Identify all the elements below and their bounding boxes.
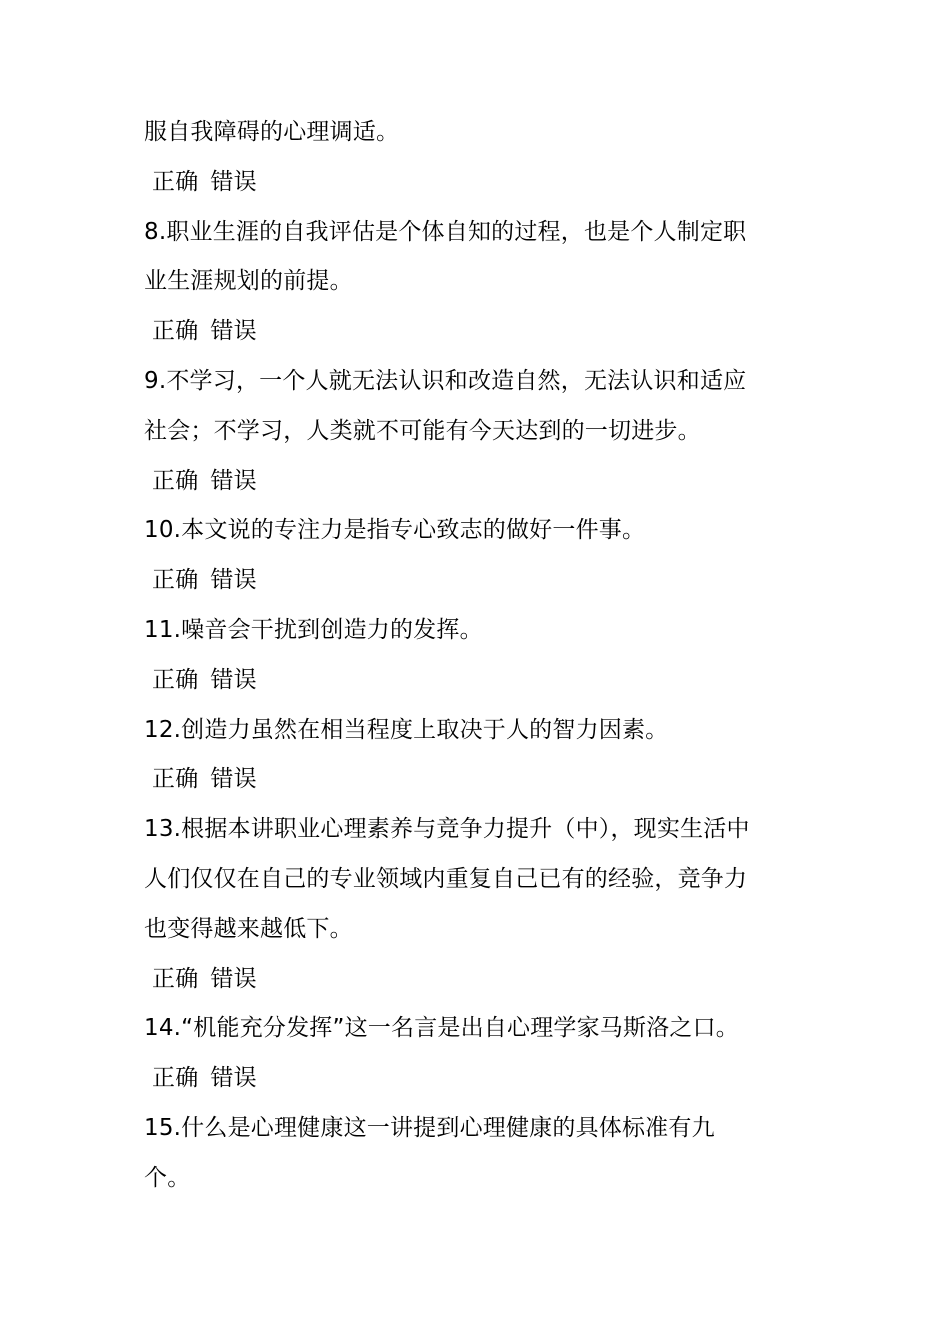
question-text-line: 10.本文说的专注力是指专心致志的做好一件事。 (144, 517, 646, 544)
answer-options (144, 457, 814, 507)
question-text-line: 8.职业生涯的自我评估是个体自知的过程，也是个人制定职 (144, 218, 747, 245)
question-text-line: 社会；不学习，人类就不可能有今天达到的一切进步。 (144, 417, 701, 444)
question-item (144, 1004, 814, 1104)
question-text-line: 服自我障碍的心理调适。 (144, 119, 400, 145)
answer-options (144, 307, 814, 357)
question-item (144, 706, 814, 806)
option-false[interactable]: 错误 (210, 168, 257, 195)
answer-options (144, 1054, 814, 1104)
question-item (144, 208, 814, 357)
option-true[interactable]: 正确 (152, 1065, 199, 1092)
question-text-line: 9.不学习，一个人就无法认识和改造自然，无法认识和适应 (144, 367, 747, 394)
question-text-line: 14.“机能充分发挥”这一名言是出自心理学家马斯洛之口。 (144, 1015, 740, 1042)
option-false[interactable]: 错误 (210, 318, 257, 345)
option-true[interactable]: 正确 (152, 168, 199, 195)
option-true[interactable]: 正确 (152, 467, 199, 494)
answer-options (144, 656, 814, 706)
option-true[interactable]: 正确 (152, 666, 199, 693)
option-false[interactable]: 错误 (210, 965, 257, 992)
option-false[interactable]: 错误 (210, 567, 257, 594)
answer-options (144, 158, 814, 208)
question-text-line: 12.创造力虽然在相当程度上取决于人的智力因素。 (144, 716, 669, 743)
question-item (144, 108, 814, 208)
question-text-line: 13.根据本讲职业心理素养与竞争力提升（中），现实生活中 (144, 816, 750, 843)
question-item (144, 357, 814, 506)
question-text-line: 也变得越来越低下。 (144, 915, 353, 942)
question-text-line: 15.什么是心理健康这一讲提到心理健康的具体标准有九 (144, 1114, 715, 1141)
question-text-line: 业生涯规划的前提。 (144, 268, 353, 295)
question-text-line: 人们仅仅在自己的专业领域内重复自己已有的经验，竞争力 (144, 865, 748, 892)
option-true[interactable]: 正确 (152, 965, 199, 992)
question-item (144, 506, 814, 606)
option-true[interactable]: 正确 (152, 766, 199, 793)
option-false[interactable]: 错误 (210, 467, 257, 494)
answer-options (144, 955, 814, 1005)
option-false[interactable]: 错误 (210, 666, 257, 693)
option-true[interactable]: 正确 (152, 567, 199, 594)
option-false[interactable]: 错误 (210, 766, 257, 793)
question-item (144, 805, 814, 1004)
question-item (144, 1104, 814, 1204)
answer-options (144, 755, 814, 805)
question-list (144, 108, 814, 1204)
question-text-line: 11.噪音会干扰到创造力的发挥。 (144, 616, 483, 643)
option-true[interactable]: 正确 (152, 318, 199, 345)
question-item (144, 606, 814, 706)
option-false[interactable]: 错误 (210, 1065, 257, 1092)
answer-options (144, 556, 814, 606)
question-text-line: 个。 (144, 1164, 191, 1191)
